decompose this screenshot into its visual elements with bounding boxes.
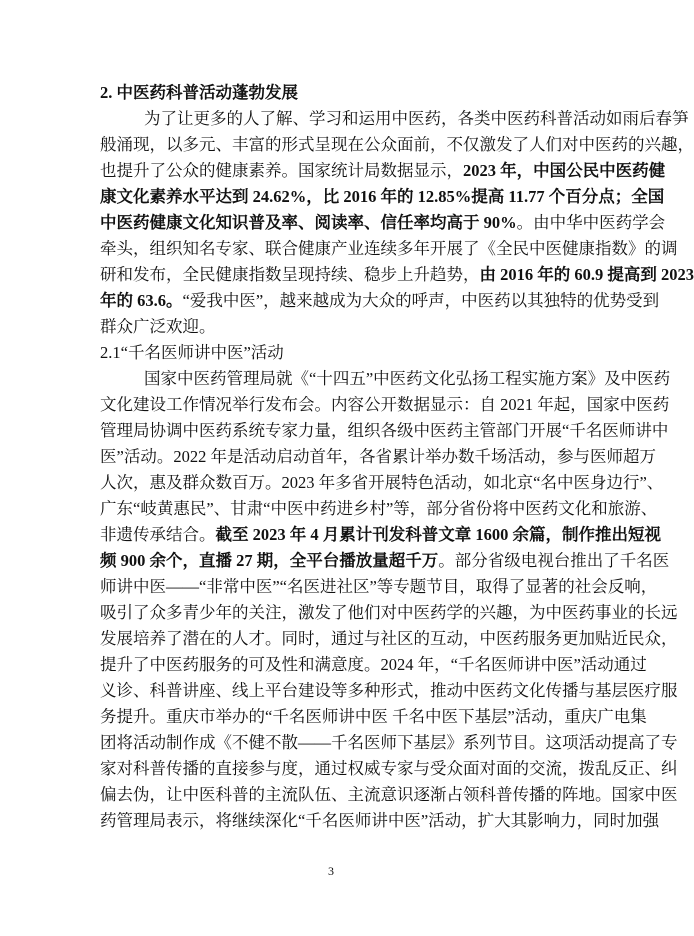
section-heading <box>100 80 564 106</box>
text: 为了让更多的人了解、学习和运用中医药，各类中医药科普活动如雨后春笋 <box>144 109 689 128</box>
text-line <box>100 730 678 756</box>
text-line <box>100 314 564 340</box>
text: 管理局协调中医药系统专家力量，组织各级中医药主管部门开展“千名医师讲中 <box>100 421 669 440</box>
text-line <box>100 522 661 548</box>
bold-text: 2023 年，中国公民中医药健 <box>463 161 666 180</box>
text: 牵头，组织知名专家、联合健康产业连续多年开展了《全民中医健康指数》的调 <box>100 239 678 258</box>
text-line <box>100 392 670 418</box>
text: 般涌现，以多元、丰富的形式呈现在公众面前，不仅激发了人们对中医药的兴趣， <box>100 135 694 154</box>
subsection-heading <box>100 340 564 366</box>
bold-text: 2. 中医药科普活动蓬勃发展 <box>100 83 298 102</box>
bold-text: 频 900 余个，直播 27 期，全平台播放量超千万 <box>100 551 439 570</box>
document-body <box>100 80 694 834</box>
text-line <box>100 470 664 496</box>
text: 团将活动制作成《不健不散——千名医师下基层》系列节目。这项活动提高了专 <box>100 733 678 752</box>
text-line <box>100 678 678 704</box>
text: 也提升了公众的健康素养。国家统计局数据显示， <box>100 161 463 180</box>
text-line <box>100 704 647 730</box>
bold-text: 康文化素养水平达到 24.62%，比 2016 年的 12.85%提高 11.77 个百分点；全国 <box>100 187 665 206</box>
page-number: 3 <box>328 864 334 878</box>
text: 提升了中医药服务的可及性和满意度。2024 年，“千名医师讲中医”活动通过 <box>100 655 647 674</box>
text-line <box>100 626 678 652</box>
text-line <box>100 444 656 470</box>
text-line <box>100 366 671 392</box>
bold-text: 截至 2023 年 4 月累计刊发科普文章 1600 余篇，制作推出短视 <box>215 525 661 544</box>
text-line <box>100 652 647 678</box>
text: 吸引了众多青少年的关注，激发了他们对中医药学的兴趣，为中医药事业的长远 <box>100 603 678 622</box>
text: “爱我中医”，越来越成为大众的呼声，中医药以其独特的优势受到 <box>182 291 660 310</box>
text-line <box>100 106 689 132</box>
text-line <box>100 288 660 314</box>
text: 人次，惠及群众数百万。2023 年多省开展特色活动，如北京“名中医身边行”、 <box>100 473 664 492</box>
bold-text: 中医药健康文化知识普及率、阅读率、信任率均高于 90% <box>100 213 517 232</box>
text: 。部分省级电视台推出了千名医 <box>438 551 670 570</box>
text-line <box>100 782 678 808</box>
text: 国家中医药管理局就《“十四五”中医药文化弘扬工程实施方案》及中医药 <box>144 369 671 388</box>
text: 家对科普传播的直接参与度，通过权威专家与受众面对面的交流，拨乱反正、纠 <box>100 759 678 778</box>
text-line <box>100 210 666 236</box>
text: 广东“岐黄惠民”、甘肃“中医中药进乡村”等，部分省份将中医药文化和旅游、 <box>100 499 658 518</box>
text: 师讲中医——“非常中医”“名医进社区”等专题节目，取得了显著的社会反响， <box>100 577 658 596</box>
text-line <box>100 262 694 288</box>
text-line <box>100 496 658 522</box>
text-line <box>100 158 666 184</box>
text-line <box>100 236 678 262</box>
text: 义诊、科普讲座、线上平台建设等多种形式，推动中医药文化传播与基层医疗服 <box>100 681 678 700</box>
text-line <box>100 808 660 834</box>
text-line <box>100 548 670 574</box>
text: 发展培养了潜在的人才。同时，通过与社区的互动，中医药服务更加贴近民众， <box>100 629 678 648</box>
text: 药管理局表示，将继续深化“千名医师讲中医”活动，扩大其影响力，同时加强 <box>100 811 660 830</box>
text: 偏去伪，让中医科普的主流队伍、主流意识逐渐占领科普传播的阵地。国家中医 <box>100 785 678 804</box>
bold-text: 由 2016 年的 60.9 提高到 2023 <box>479 265 694 284</box>
text-line <box>100 574 658 600</box>
text: 。由中华中医药学会 <box>516 213 666 232</box>
text: 医”活动。2022 年是活动启动首年，各省累计举办数千场活动，参与医师超万 <box>100 447 656 466</box>
text-line <box>100 132 694 158</box>
text-line <box>100 756 678 782</box>
bold-text: 年的 63.6。 <box>100 291 183 310</box>
text-line <box>100 418 669 444</box>
text: 2.1“千名医师讲中医”活动 <box>100 343 284 362</box>
text: 务提升。重庆市举办的“千名医师讲中医 千名中医下基层”活动，重庆广电集 <box>100 707 647 726</box>
text: 文化建设工作情况举行发布会。内容公开数据显示：自 2021 年起，国家中医药 <box>100 395 670 414</box>
text-line <box>100 184 665 210</box>
text: 非遗传承结合。 <box>100 525 216 544</box>
text: 研和发布，全民健康指数呈现持续、稳步上升趋势， <box>100 265 480 284</box>
text-line <box>100 600 678 626</box>
text: 群众广泛欢迎。 <box>100 317 216 336</box>
